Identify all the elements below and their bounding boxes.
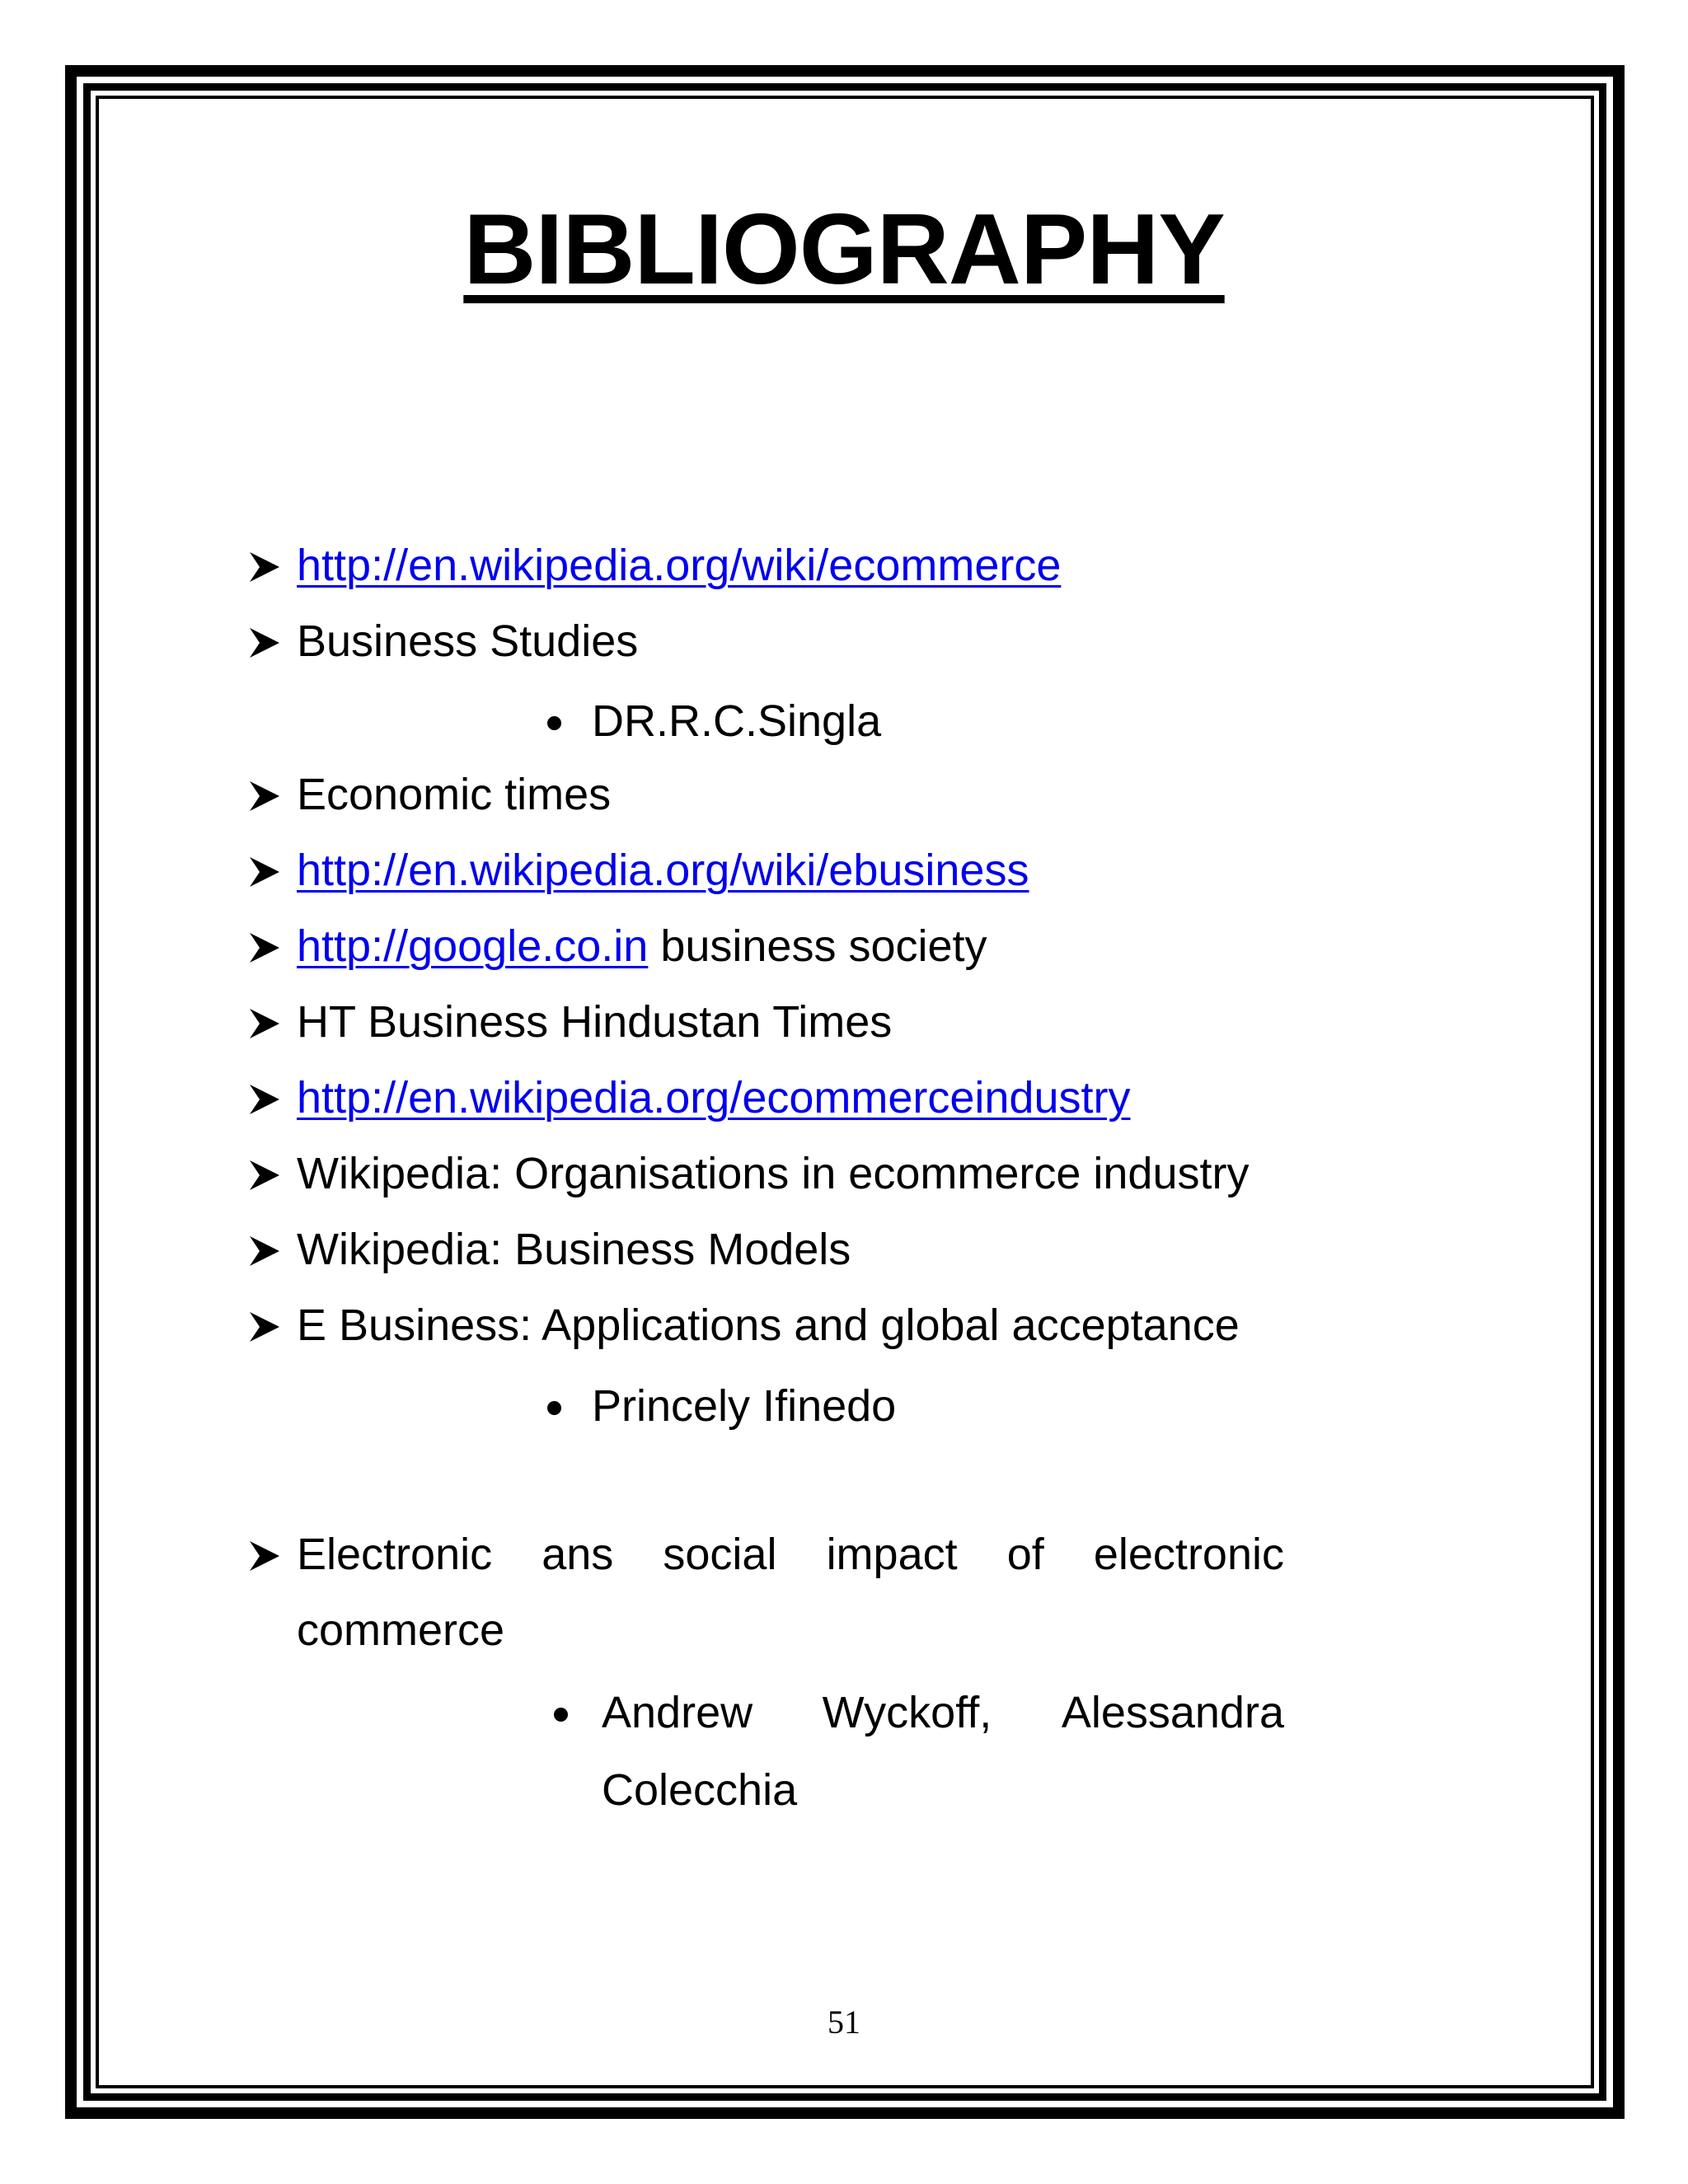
word: social bbox=[663, 1530, 777, 1579]
arrowhead-bullet-icon bbox=[248, 1540, 281, 1572]
arrowhead-bullet-icon bbox=[248, 780, 281, 813]
arrowhead-bullet-icon bbox=[248, 855, 281, 888]
list-item: Business Studies bbox=[297, 616, 639, 666]
list-item: E Business: Applications and global acceptance bbox=[297, 1301, 1240, 1350]
sub-list-item-continuation: Colecchia bbox=[602, 1765, 798, 1815]
arrowhead-bullet-icon bbox=[248, 1235, 281, 1268]
arrowhead-bullet-icon bbox=[248, 931, 281, 964]
arrowhead-bullet-icon bbox=[248, 1310, 281, 1343]
arrowhead-bullet-icon bbox=[248, 1159, 281, 1192]
word: Wyckoff, bbox=[822, 1688, 992, 1737]
list-item-text: business society bbox=[648, 921, 987, 971]
word: impact bbox=[826, 1530, 958, 1579]
word: Andrew bbox=[602, 1688, 753, 1737]
word: Alessandra bbox=[1061, 1688, 1284, 1737]
word: of bbox=[1006, 1530, 1044, 1579]
arrowhead-bullet-icon bbox=[248, 1007, 281, 1040]
list-item bbox=[297, 920, 987, 972]
filled-circle-bullet-icon bbox=[547, 1401, 561, 1415]
sub-list-item: DR.R.C.Singla bbox=[592, 696, 882, 746]
list-item: Economic times bbox=[297, 770, 612, 819]
word: Electronic bbox=[297, 1530, 493, 1579]
word: electronic bbox=[1093, 1530, 1284, 1579]
filled-circle-bullet-icon bbox=[547, 716, 561, 730]
link-google[interactable]: http://google.co.in bbox=[297, 921, 649, 971]
list-item bbox=[297, 539, 1061, 592]
arrowhead-bullet-icon bbox=[248, 626, 281, 659]
list-item-continuation: commerce bbox=[297, 1605, 505, 1655]
sub-list-item: Princely Ifinedo bbox=[592, 1381, 897, 1431]
word: ans bbox=[542, 1530, 614, 1579]
list-item: HT Business Hindustan Times bbox=[297, 997, 893, 1047]
filled-circle-bullet-icon bbox=[554, 1708, 568, 1722]
page-title: BIBLIOGRAPHY bbox=[463, 193, 1225, 305]
list-item bbox=[297, 844, 1029, 897]
link-wikipedia-ecommerceindustry[interactable]: http://en.wikipedia.org/ecommerceindustry bbox=[297, 1073, 1131, 1122]
link-wikipedia-ecommerce[interactable]: http://en.wikipedia.org/wiki/ecommerce bbox=[297, 541, 1062, 590]
list-item bbox=[297, 1528, 1284, 1581]
list-item: Wikipedia: Organisations in ecommerce industry bbox=[297, 1149, 1250, 1198]
arrowhead-bullet-icon bbox=[248, 1083, 281, 1116]
list-item bbox=[297, 1071, 1130, 1124]
arrowhead-bullet-icon bbox=[248, 551, 281, 583]
link-wikipedia-ebusiness[interactable]: http://en.wikipedia.org/wiki/ebusiness bbox=[297, 846, 1029, 895]
sub-list-item bbox=[602, 1686, 1284, 1739]
page-number: 51 bbox=[828, 2004, 860, 2041]
list-item: Wikipedia: Business Models bbox=[297, 1225, 851, 1274]
